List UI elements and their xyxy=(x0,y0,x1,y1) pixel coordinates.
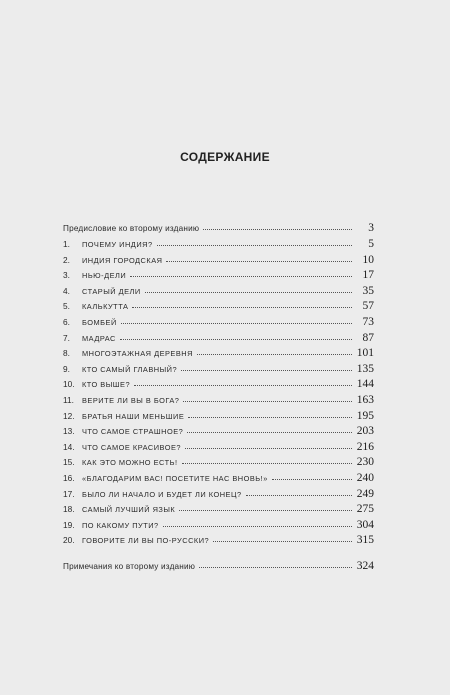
page-number: 163 xyxy=(356,393,374,406)
dot-leader xyxy=(197,346,352,355)
entry-title: БОМБЕЙ xyxy=(82,317,117,327)
page-number: 230 xyxy=(356,456,374,469)
dot-leader xyxy=(166,253,352,262)
chapter-number: 9. xyxy=(63,363,70,374)
entry-title: КТО САМЫЙ ГЛАВНЫЙ? xyxy=(82,364,178,374)
entry-title: ГОВОРИТЕ ЛИ ВЫ ПО-РУССКИ? xyxy=(82,536,210,546)
toc-entry-chapter xyxy=(63,332,374,348)
chapter-number: 15. xyxy=(63,457,75,468)
page-number: 135 xyxy=(356,362,374,375)
chapter-number: 4. xyxy=(63,285,70,296)
chapter-number: 10. xyxy=(63,379,75,390)
page-number: 195 xyxy=(356,409,374,422)
toc-entry-chapter xyxy=(63,316,374,332)
toc-entry-chapter xyxy=(63,238,374,254)
toc-entry-chapter xyxy=(63,347,374,363)
page-number: 144 xyxy=(356,378,374,391)
entry-title: САМЫЙ ЛУЧШИЙ ЯЗЫК xyxy=(82,505,176,515)
entry-title: МАДРАС xyxy=(82,333,116,343)
entry-title: «БЛАГОДАРИМ ВАС! ПОСЕТИТЕ НАС ВНОВЬ!» xyxy=(82,473,268,483)
toc-entry-chapter xyxy=(63,472,374,488)
entry-title: ЧТО САМОЕ СТРАШНОЕ? xyxy=(82,427,184,437)
page-number: 3 xyxy=(368,222,374,234)
entry-title: БРАТЬЯ НАШИ МЕНЬШИЕ xyxy=(82,411,185,421)
toc-entry-chapter xyxy=(63,285,374,301)
chapter-number: 11. xyxy=(63,394,74,405)
page-number: 315 xyxy=(356,534,374,547)
chapter-number: 14. xyxy=(63,441,75,452)
dot-leader xyxy=(272,471,352,480)
chapter-number: 12. xyxy=(63,410,75,421)
entry-title: ПО КАКОМУ ПУТИ? xyxy=(82,520,159,530)
page-number: 304 xyxy=(356,518,374,531)
page-number: 35 xyxy=(362,284,374,297)
page-number: 87 xyxy=(362,331,374,344)
chapter-number: 13. xyxy=(63,426,75,437)
dot-leader xyxy=(132,299,352,308)
dot-leader xyxy=(121,315,352,324)
toc-entry-notes xyxy=(63,560,374,576)
toc-entry-chapter xyxy=(63,410,374,426)
chapter-number: 6. xyxy=(63,316,70,327)
dot-leader xyxy=(179,502,352,511)
toc-entry-chapter xyxy=(63,300,374,316)
page-number: 5 xyxy=(368,238,374,250)
chapter-number: 20. xyxy=(63,535,75,546)
toc-entry-chapter xyxy=(63,456,374,472)
dot-leader xyxy=(188,409,352,418)
page-number: 203 xyxy=(356,425,374,438)
chapter-number: 18. xyxy=(63,504,75,515)
dot-leader xyxy=(157,237,352,246)
page-number: 240 xyxy=(356,471,374,484)
page-number: 17 xyxy=(362,269,374,282)
dot-leader xyxy=(145,284,352,293)
toc-entry-chapter xyxy=(63,363,374,379)
entry-title: КАЛЬКУТТА xyxy=(82,302,129,312)
table-of-contents xyxy=(63,222,374,576)
entry-title: ПОЧЕМУ ИНДИЯ? xyxy=(82,240,153,249)
toc-entry-chapter xyxy=(63,488,374,504)
entry-title: ИНДИЯ ГОРОДСКАЯ xyxy=(82,255,163,265)
dot-leader xyxy=(163,518,352,527)
dot-leader xyxy=(182,455,352,464)
entry-title: СТАРЫЙ ДЕЛИ xyxy=(82,286,141,296)
chapter-list xyxy=(63,238,374,550)
entry-title: КАК ЭТО МОЖНО ЕСТЬ! xyxy=(82,458,178,468)
toc-entry-chapter xyxy=(63,441,374,457)
dot-leader xyxy=(120,331,352,340)
entry-title: ЧТО САМОЕ КРАСИВОЕ? xyxy=(82,442,182,452)
page-number: 57 xyxy=(362,300,374,313)
page-number: 101 xyxy=(356,347,374,360)
chapter-number: 17. xyxy=(63,488,75,499)
page-number: 275 xyxy=(356,503,374,516)
dot-leader xyxy=(199,559,352,568)
entry-title: Примечания ко второму изданию xyxy=(63,561,196,571)
dot-leader xyxy=(134,377,352,386)
dot-leader xyxy=(213,533,352,542)
toc-entry-chapter xyxy=(63,425,374,441)
dot-leader xyxy=(130,268,352,277)
toc-entry-chapter xyxy=(63,378,374,394)
toc-entry-chapter xyxy=(63,534,374,550)
toc-entry-chapter xyxy=(63,394,374,410)
page-number: 10 xyxy=(362,253,374,266)
toc-entry-chapter xyxy=(63,519,374,535)
entry-title: БЫЛО ЛИ НАЧАЛО И БУДЕТ ЛИ КОНЕЦ? xyxy=(82,489,242,499)
entry-title: МНОГОЭТАЖНАЯ ДЕРЕВНЯ xyxy=(82,349,193,359)
page-number: 324 xyxy=(356,559,374,572)
dot-leader xyxy=(187,424,352,433)
toc-entry-chapter xyxy=(63,269,374,285)
toc-entry-chapter xyxy=(63,503,374,519)
chapter-number: 5. xyxy=(63,301,70,312)
page-number: 216 xyxy=(356,440,374,453)
entry-title: ВЕРИТЕ ЛИ ВЫ В БОГА? xyxy=(82,395,180,405)
dot-leader xyxy=(181,362,352,371)
chapter-number: 3. xyxy=(63,270,70,281)
dot-leader xyxy=(246,487,352,496)
chapter-number: 8. xyxy=(63,348,70,359)
chapter-number: 2. xyxy=(63,254,70,265)
dot-leader xyxy=(183,393,352,402)
dot-leader xyxy=(185,440,352,449)
chapter-number: 1. xyxy=(63,239,70,249)
page-number: 249 xyxy=(356,487,374,500)
toc-entry-preface xyxy=(63,222,374,238)
chapter-number: 16. xyxy=(63,472,75,483)
dot-leader xyxy=(203,221,352,230)
toc-entry-chapter xyxy=(63,254,374,270)
page-title: СОДЕРЖАНИЕ xyxy=(180,150,270,164)
entry-title: Предисловие ко второму изданию xyxy=(63,224,200,233)
entry-title: КТО ВЫШЕ? xyxy=(82,380,131,390)
chapter-number: 19. xyxy=(63,519,75,530)
page-number: 73 xyxy=(362,315,374,328)
chapter-number: 7. xyxy=(63,332,70,343)
entry-title: НЬЮ-ДЕЛИ xyxy=(82,271,127,281)
